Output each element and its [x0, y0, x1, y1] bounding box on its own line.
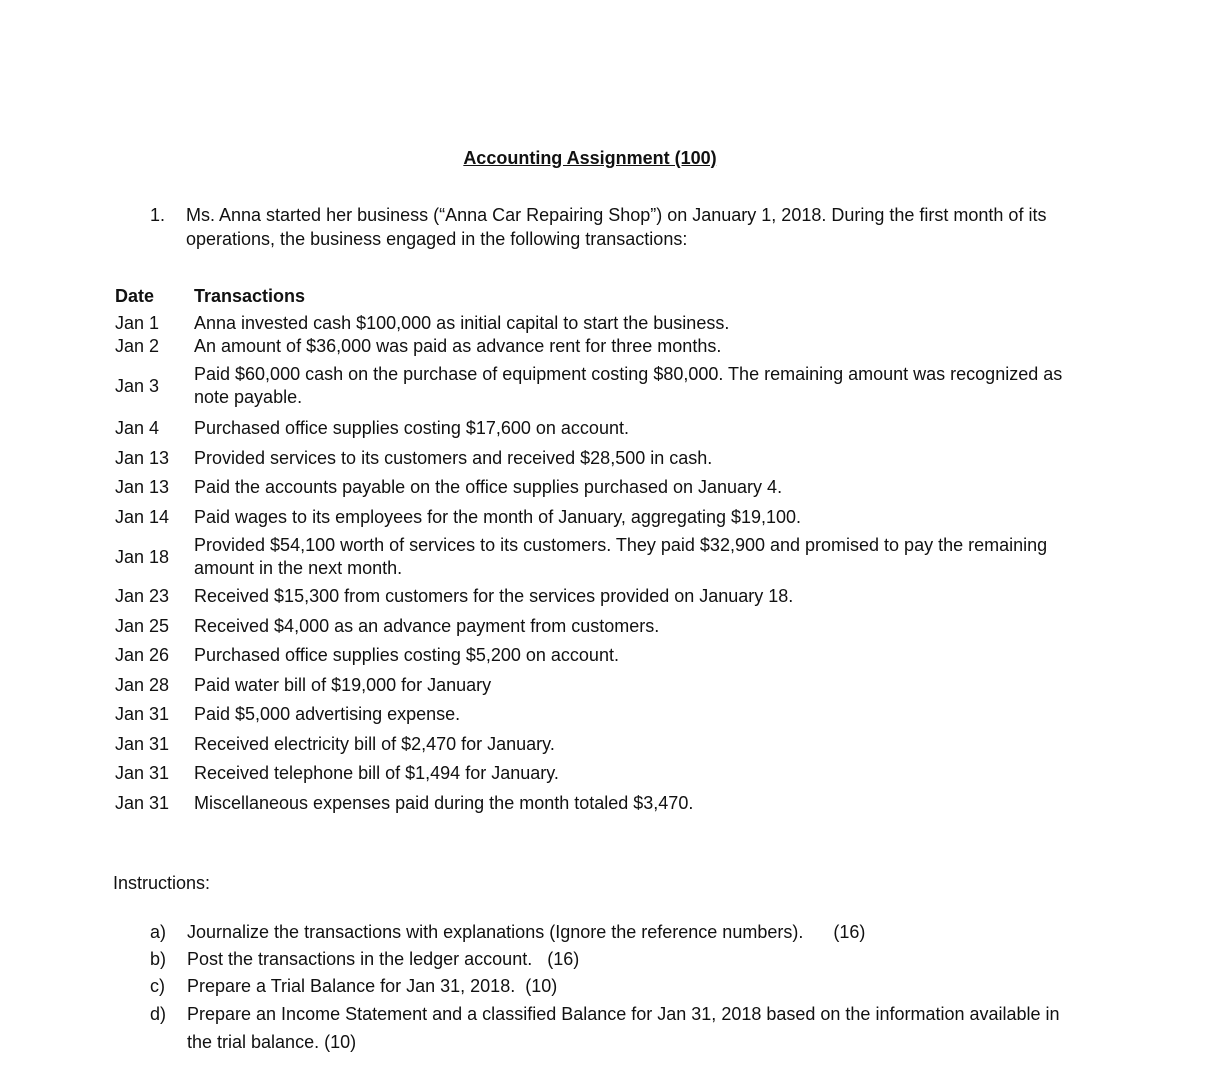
row-text: Received $4,000 as an advance payment from customers. — [194, 615, 660, 636]
table-row — [115, 414, 1095, 444]
instructions-label: Instructions: — [113, 873, 211, 893]
table-row — [115, 444, 1095, 474]
instruction-text: Post the transactions in the ledger account. — [187, 949, 533, 969]
table-row — [115, 358, 1095, 414]
row-text: Miscellaneous expenses paid during the month totaled $3,470. — [194, 792, 694, 813]
table-row — [115, 473, 1095, 503]
instruction-letter: d) — [150, 1004, 167, 1024]
row-date: Jan 3 — [115, 375, 160, 396]
row-date: Jan 23 — [115, 586, 170, 607]
row-text: Received telephone bill of $1,494 for January. — [194, 763, 559, 784]
instruction-marks: (10) — [324, 1032, 357, 1052]
row-text: Paid the accounts payable on the office supplies purchased on January 4. — [194, 477, 783, 498]
instruction-item — [150, 919, 1080, 946]
instruction-body — [187, 973, 1080, 1000]
instruction-item — [150, 1000, 1080, 1056]
row-text: Paid wages to its employees for the month of January, aggregating $19,100. — [194, 506, 802, 527]
row-text: Paid water bill of $19,000 for January — [194, 674, 492, 695]
table-row — [115, 312, 1095, 335]
instruction-marks: (16) — [547, 949, 580, 969]
row-text: Paid $60,000 cash on the purchase of equipment costing $80,000. The remaining amount was recognized as note payable. — [194, 364, 1063, 407]
instruction-text: Prepare an Income Statement and a classified Balance for Jan 31, 2018 based on the information available in the trial balance. — [187, 1004, 1060, 1052]
instruction-item — [150, 946, 1080, 973]
table-row — [115, 612, 1095, 642]
table-header — [115, 282, 1095, 310]
row-date: Jan 18 — [115, 546, 170, 567]
instructions-list — [150, 919, 1080, 1056]
row-text: Provided $54,100 worth of services to its customers. They paid $32,900 and promised to pay the remaining amount in the next month. — [194, 535, 1048, 578]
row-text: Purchased office supplies costing $17,600 on account. — [194, 418, 629, 439]
row-date: Jan 31 — [115, 792, 170, 813]
table-row — [115, 730, 1095, 760]
instruction-marks: (10) — [525, 976, 558, 996]
row-date: Jan 31 — [115, 704, 170, 725]
instruction-marks: (16) — [833, 922, 866, 942]
question-1 — [150, 203, 1090, 251]
row-text: Provided services to its customers and received $28,500 in cash. — [194, 447, 713, 468]
question-text: Ms. Anna started her business (“Anna Car Repairing Shop”) on January 1, 2018. During the first month of its operations, the business engaged in the following transactions: — [186, 205, 1047, 249]
row-date: Jan 1 — [115, 313, 160, 333]
row-date: Jan 31 — [115, 733, 170, 754]
table-row — [115, 503, 1095, 533]
table-row — [115, 671, 1095, 701]
transactions-table — [115, 282, 1095, 818]
header-transactions: Transactions — [194, 285, 306, 306]
row-date: Jan 26 — [115, 645, 170, 666]
instruction-item — [150, 973, 1080, 1000]
instruction-letter: c) — [150, 976, 165, 996]
row-date: Jan 4 — [115, 418, 160, 439]
table-row — [115, 335, 1095, 358]
instruction-text: Prepare a Trial Balance for Jan 31, 2018. — [187, 976, 516, 996]
header-date: Date — [115, 285, 155, 306]
instruction-body — [187, 946, 1080, 973]
row-date: Jan 28 — [115, 674, 170, 695]
row-date: Jan 25 — [115, 615, 170, 636]
instruction-body — [187, 1000, 1080, 1056]
row-date: Jan 13 — [115, 477, 170, 498]
row-date: Jan 13 — [115, 447, 170, 468]
table-row — [115, 641, 1095, 671]
question-number: 1. — [150, 205, 166, 225]
row-text: An amount of $36,000 was paid as advance rent for three months. — [194, 336, 722, 356]
row-text: Received electricity bill of $2,470 for January. — [194, 733, 555, 754]
row-text: Received $15,300 from customers for the services provided on January 18. — [194, 586, 794, 607]
table-row — [115, 582, 1095, 612]
table-row — [115, 759, 1095, 789]
table-row — [115, 700, 1095, 730]
row-date: Jan 31 — [115, 763, 170, 784]
row-date: Jan 14 — [115, 506, 170, 527]
row-text: Anna invested cash $100,000 as initial capital to start the business. — [194, 313, 730, 333]
table-row — [115, 789, 1095, 819]
document-title: Accounting Assignment (100) — [463, 148, 717, 168]
row-text: Purchased office supplies costing $5,200 on account. — [194, 645, 619, 666]
instruction-text: Journalize the transactions with explanations (Ignore the reference numbers). — [187, 922, 804, 942]
instruction-letter: a) — [150, 922, 167, 942]
instruction-letter: b) — [150, 949, 167, 969]
row-text: Paid $5,000 advertising expense. — [194, 704, 461, 725]
row-date: Jan 2 — [115, 336, 160, 356]
instruction-body — [187, 919, 1080, 946]
table-row — [115, 532, 1095, 582]
